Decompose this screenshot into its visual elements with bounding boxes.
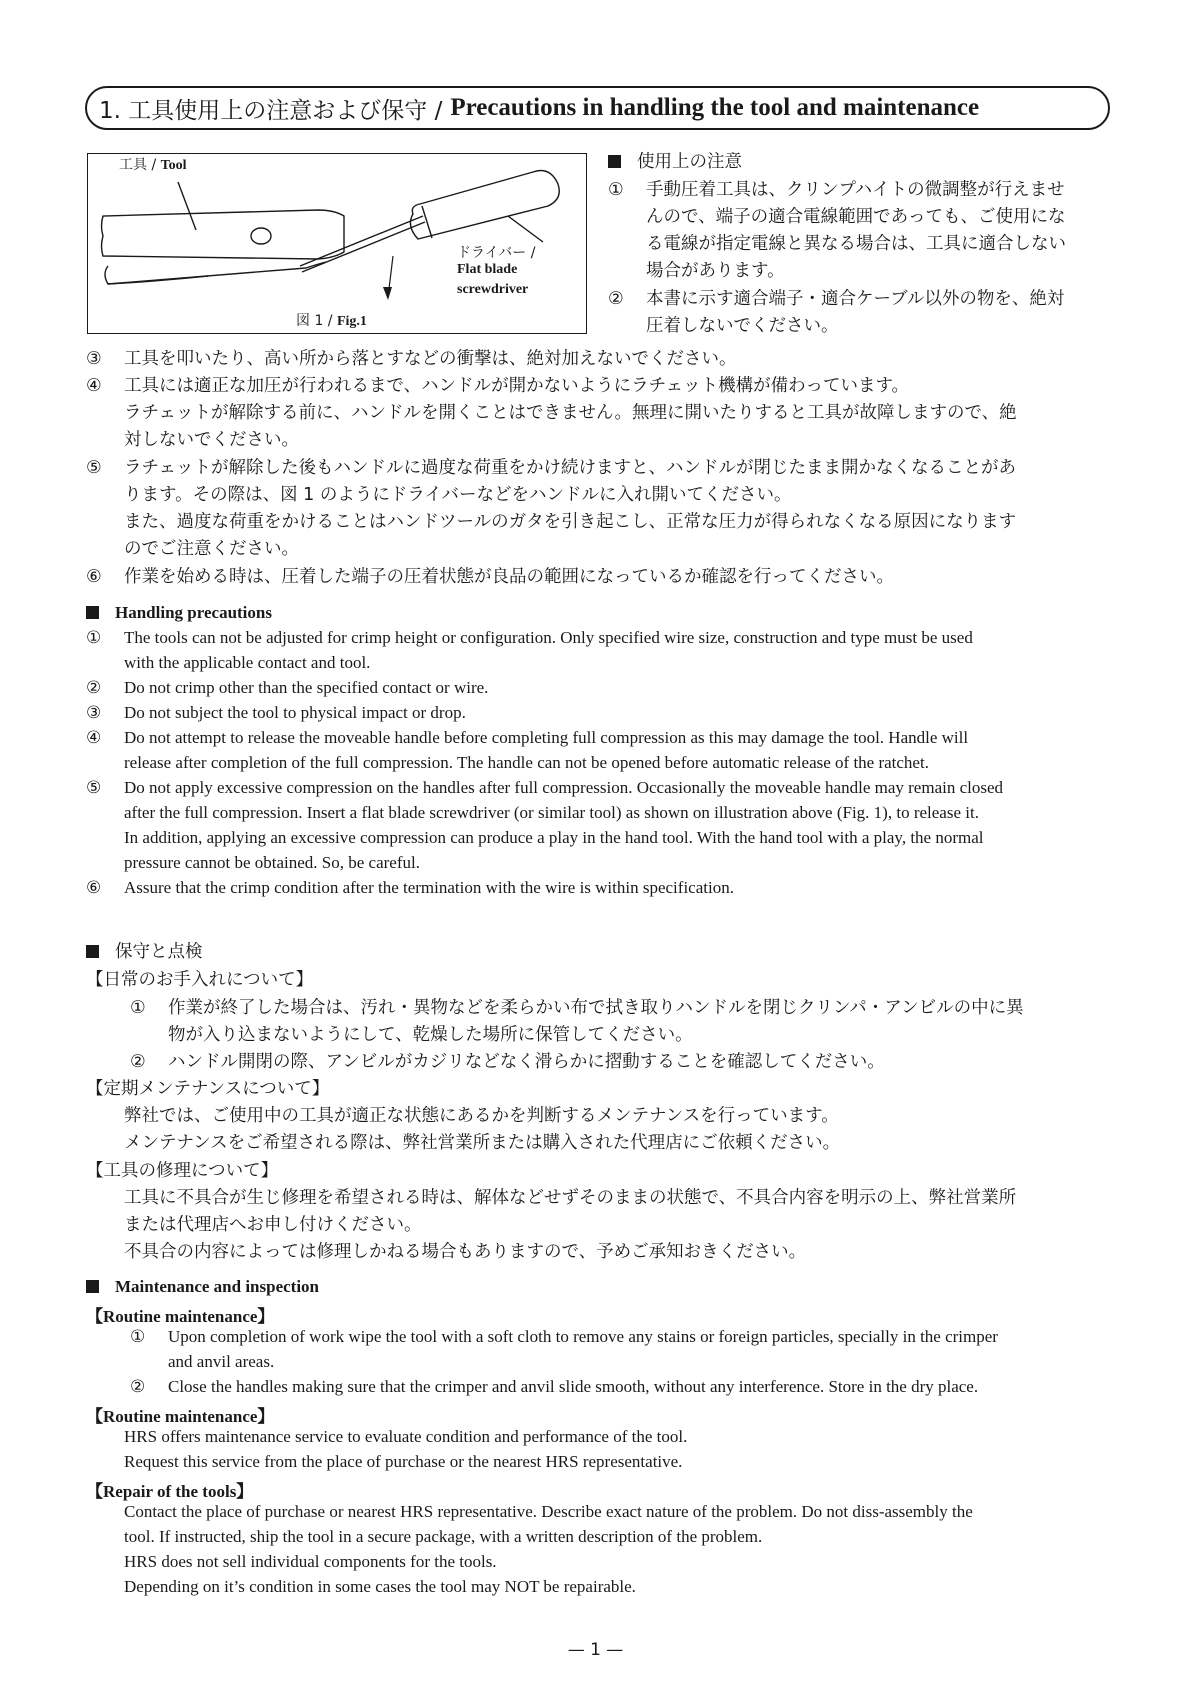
en-routine-item-2: ② Close the handles making sure that the crimper and anvil slide smooth, without any interference. Store in the dry place.	[130, 1377, 979, 1396]
en-use-item-2: ② Do not crimp other than the specified contact or wire.	[86, 678, 489, 697]
jp-use-item-1-line: 場合があります。	[646, 261, 785, 281]
jp-maint-heading: 保守と点検	[86, 938, 203, 963]
figure-caption: 図 1 / Fig.1	[296, 313, 367, 329]
jp-use-item-4-line: ラチェットが解除する前に、ハンドルを開くことはできません。無理に開いたりすると工具が故障しますので、絶	[124, 403, 1017, 423]
jp-use-item-1: ① 手動圧着工具は、クリンプハイトの微調整が行えませ	[608, 180, 1065, 200]
en-use-heading: Handling precautions	[86, 603, 272, 623]
driver-label: ドライバー /	[457, 245, 536, 261]
jp-periodic-line: 弊社では、ご使用中の工具が適正な状態にあるかを判断するメンテナンスを行っています。	[124, 1106, 839, 1126]
en-use-item-5-line: after the full compression. Insert a flat blade screwdriver (or similar tool) as shown on illustration above (Fig. 1), to release it.	[124, 803, 979, 822]
jp-use-heading: 使用上の注意	[608, 148, 742, 173]
jp-periodic-line: メンテナンスをご希望される際は、弊社営業所または購入された代理店にご依頼ください。	[124, 1133, 841, 1153]
en-periodic-heading: 【Routine maintenance】	[86, 1407, 275, 1426]
jp-use-item-2: ② 本書に示す適合端子・適合ケーブル以外の物を、絶対	[608, 289, 1065, 309]
en-repair-heading: 【Repair of the tools】	[86, 1482, 254, 1501]
en-routine-heading: 【Routine maintenance】	[86, 1307, 275, 1326]
tool-label: 工具 / Tool	[119, 157, 187, 173]
jp-routine-item-1: ① 作業が終了した場合は、汚れ・異物などを柔らかい布で拭き取りハンドルを閉じクリンパ・アンビルの中に異	[130, 998, 1024, 1018]
section-title-jp: 1. 工具使用上の注意および保守 /	[99, 97, 443, 124]
bullet-square-icon	[86, 1280, 99, 1293]
jp-repair-line: または代理店へお申し付けください。	[124, 1215, 422, 1235]
jp-repair-line: 不具合の内容によっては修理しかねる場合もありますので、予めご承知おきください。	[124, 1242, 807, 1262]
en-repair-line: tool. If instructed, ship the tool in a secure package, with a written description of the problem.	[124, 1527, 763, 1546]
en-routine-item-1: ① Upon completion of work wipe the tool with a soft cloth to remove any stains or foreign particles, specially in the crimper	[130, 1327, 998, 1346]
jp-routine-heading: 【日常のお手入れについて】	[86, 970, 314, 990]
jp-use-item-5: ⑤ ラチェットが解除した後もハンドルに過度な荷重をかけ続けますと、ハンドルが閉じたまま開かなくなることがあ	[86, 458, 1016, 478]
bullet-square-icon	[608, 155, 621, 168]
en-repair-line: Depending on it’s condition in some cases the tool may NOT be repairable.	[124, 1577, 636, 1596]
jp-use-item-5-line: のでご注意ください。	[124, 539, 299, 559]
jp-use-item-1-line: んので、端子の適合電線範囲であっても、ご使用にな	[646, 207, 1066, 227]
en-use-item-3: ③ Do not subject the tool to physical impact or drop.	[86, 703, 466, 722]
en-use-item-1-line: with the applicable contact and tool.	[124, 653, 371, 672]
en-use-item-5-line: In addition, applying an excessive compression can produce a play in the hand tool. With the hand tool with a play, the normal	[124, 828, 984, 847]
driver-label-en-1: Flat blade	[457, 262, 518, 277]
jp-use-item-5-line: ります。その際は、図 1 のようにドライバーなどをハンドルに入れ開いてください。	[124, 485, 792, 505]
en-use-item-4: ④ Do not attempt to release the moveable handle before completing full compression as this may damage the tool. Handle will	[86, 728, 969, 747]
en-periodic-line: Request this service from the place of purchase or the nearest HRS representative.	[124, 1452, 683, 1471]
jp-repair-line: 工具に不具合が生じ修理を希望される時は、解体などせずそのままの状態で、不具合内容を明示の上、弊社営業所	[124, 1188, 1017, 1208]
jp-use-item-4-line: 対しないでください。	[124, 430, 299, 450]
page-number: — 1 —	[567, 1640, 624, 1660]
jp-routine-item-1-line: 物が入り込まないようにして、乾燥した場所に保管してください。	[168, 1025, 693, 1045]
jp-use-item-6: ⑥ 作業を始める時は、圧着した端子の圧着状態が良品の範囲になっているか確認を行ってください。	[86, 567, 894, 587]
jp-use-item-2-line: 圧着しないでください。	[646, 316, 839, 336]
jp-use-item-1-line: る電線が指定電線と異なる場合は、工具に適合しない	[646, 234, 1066, 254]
en-repair-line: HRS does not sell individual components for the tools.	[124, 1552, 497, 1571]
en-use-item-5-line: pressure cannot be obtained. So, be careful.	[124, 853, 420, 872]
en-use-item-1: ① The tools can not be adjusted for crimp height or configuration. Only specified wire size, construction and type must be used	[86, 628, 973, 647]
driver-label-en-2: screwdriver	[457, 282, 529, 297]
en-use-item-5: ⑤ Do not apply excessive compression on the handles after full compression. Occasionally the moveable handle may remain closed	[86, 778, 1004, 797]
en-maint-heading: Maintenance and inspection	[86, 1277, 319, 1297]
section-title	[85, 86, 1110, 130]
en-routine-item-1-line: and anvil areas.	[168, 1352, 275, 1371]
jp-use-item-5-line: また、過度な荷重をかけることはハンドツールのガタを引き起こし、正常な圧力が得られなくなる原因になります	[124, 512, 1017, 532]
jp-routine-item-2: ② ハンドル開閉の際、アンビルがカジリなどなく滑らかに摺動することを確認してください。	[130, 1052, 885, 1072]
bullet-square-icon	[86, 606, 99, 619]
en-periodic-line: HRS offers maintenance service to evaluate condition and performance of the tool.	[124, 1427, 688, 1446]
en-use-item-6: ⑥ Assure that the crimp condition after the termination with the wire is within specification.	[86, 878, 734, 897]
bullet-square-icon	[86, 945, 99, 958]
section-title-en: Precautions in handling the tool and maintenance	[450, 94, 980, 121]
jp-use-item-3: ③ 工具を叩いたり、高い所から落とすなどの衝撃は、絶対加えないでください。	[86, 349, 737, 369]
en-repair-line: Contact the place of purchase or nearest HRS representative. Describe exact nature of the problem. Do not diss-assembly the	[124, 1502, 973, 1521]
jp-repair-heading: 【工具の修理について】	[86, 1161, 279, 1181]
figure-1	[87, 153, 587, 334]
jp-periodic-heading: 【定期メンテナンスについて】	[86, 1079, 330, 1099]
jp-use-item-4: ④ 工具には適正な加圧が行われるまで、ハンドルが開かないようにラチェット機構が備わっています。	[86, 376, 910, 396]
en-use-item-4-line: release after completion of the full compression. The handle can not be opened before automatic release of the ratchet.	[124, 753, 929, 772]
